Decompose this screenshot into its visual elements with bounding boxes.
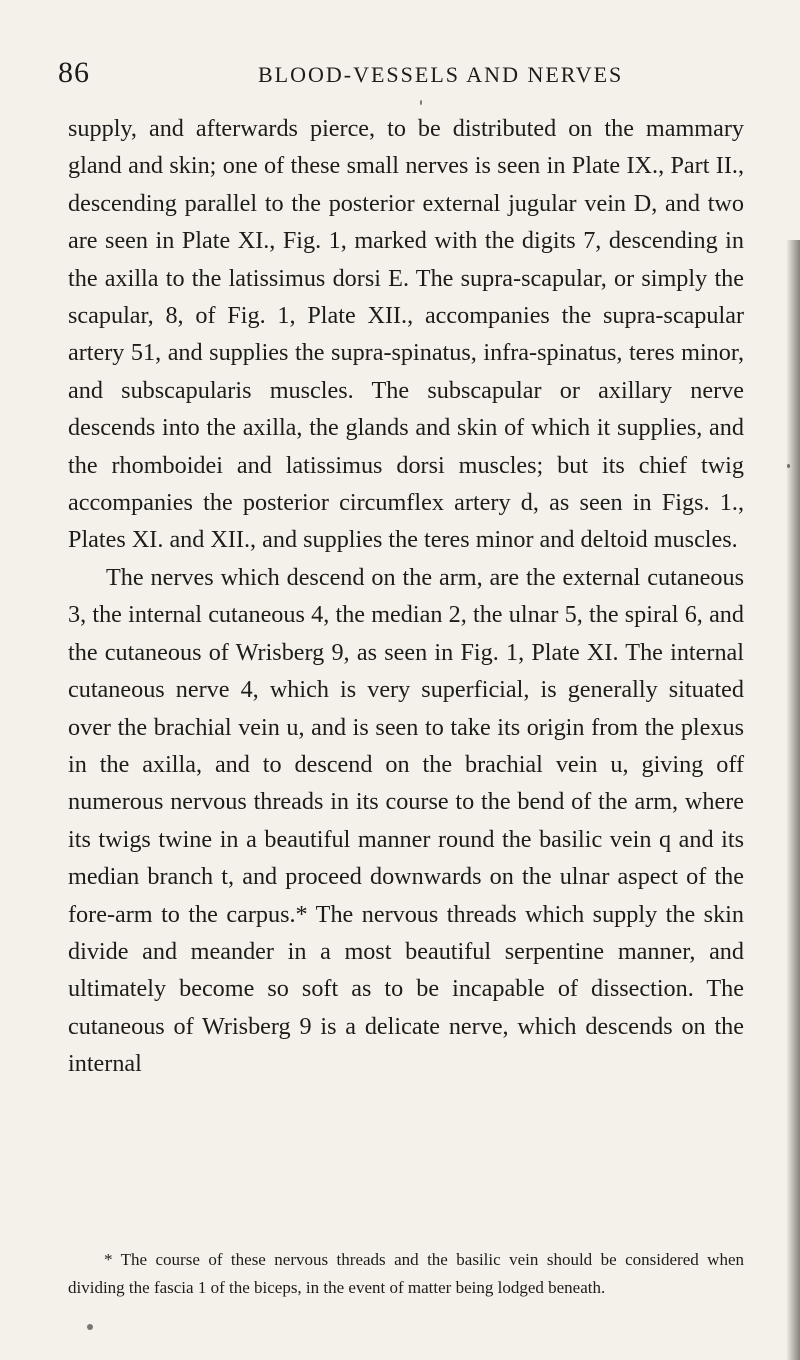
footnote (68, 1246, 744, 1302)
print-speck (87, 1324, 93, 1330)
paragraph-continued: supply, and afterwards pierce, to be distributed on the mammary gland and skin; one of these small nerves is seen in Plate IX., Part II., descending parallel to the posterior external jugular vein D, and two are seen in Plate XI., Fig. 1, marked with the digits 7, descending in the axilla to the latissimus dorsi E. The supra-scapular, or simply the scapular, 8, of Fig. 1, Plate XII., accompanies the supra-scapular artery 51, and supplies the supra-spinatus, infra-spinatus, teres minor, and subscapularis muscles. The subscapular or axillary nerve descends into the axilla, the glands and skin of which it supplies, and the rhomboidei and latissimus dorsi muscles; but its chief twig accompanies the posterior circumflex artery d, as seen in Figs. 1., Plates XI. and XII., and supplies the teres minor and deltoid muscles. (68, 115, 744, 554)
page-number: 86 (58, 56, 90, 89)
footnote-text: * The course of these nervous threads and the basilic vein should be considered when dividing the fascia 1 of the biceps, in the event of matter being lodged beneath. (68, 1250, 744, 1297)
page-edge-shadow (786, 240, 800, 1360)
body-text (68, 110, 744, 1083)
page-header (0, 56, 800, 96)
print-speck (420, 100, 422, 105)
paragraph-arm-nerves: The nerves which descend on the arm, are the external cutaneous 3, the internal cutaneous 4, the median 2, the ulnar 5, the spiral 6, and the cutaneous of Wrisberg 9, as seen in Fig. 1, Plate XI. The internal cutaneous nerve 4, which is very superficial, is generally situated over the brachial vein u, and is seen to take its origin from the plexus in the axilla, and to descend on the brachial vein u, giving off numerous nervous threads in its course to the bend of the arm, where its twigs twine in a beautiful manner round the basilic vein q and its median branch t, and proceed downwards on the ulnar aspect of the fore-arm to the carpus.* The nervous threads which supply the skin divide and meander in a most beautiful serpentine manner, and ultimately become so soft as to be incapable of dissection. The cutaneous of Wrisberg 9 is a delicate nerve, which descends on the internal (68, 563, 744, 1078)
running-head: BLOOD-VESSELS AND NERVES (258, 62, 624, 87)
